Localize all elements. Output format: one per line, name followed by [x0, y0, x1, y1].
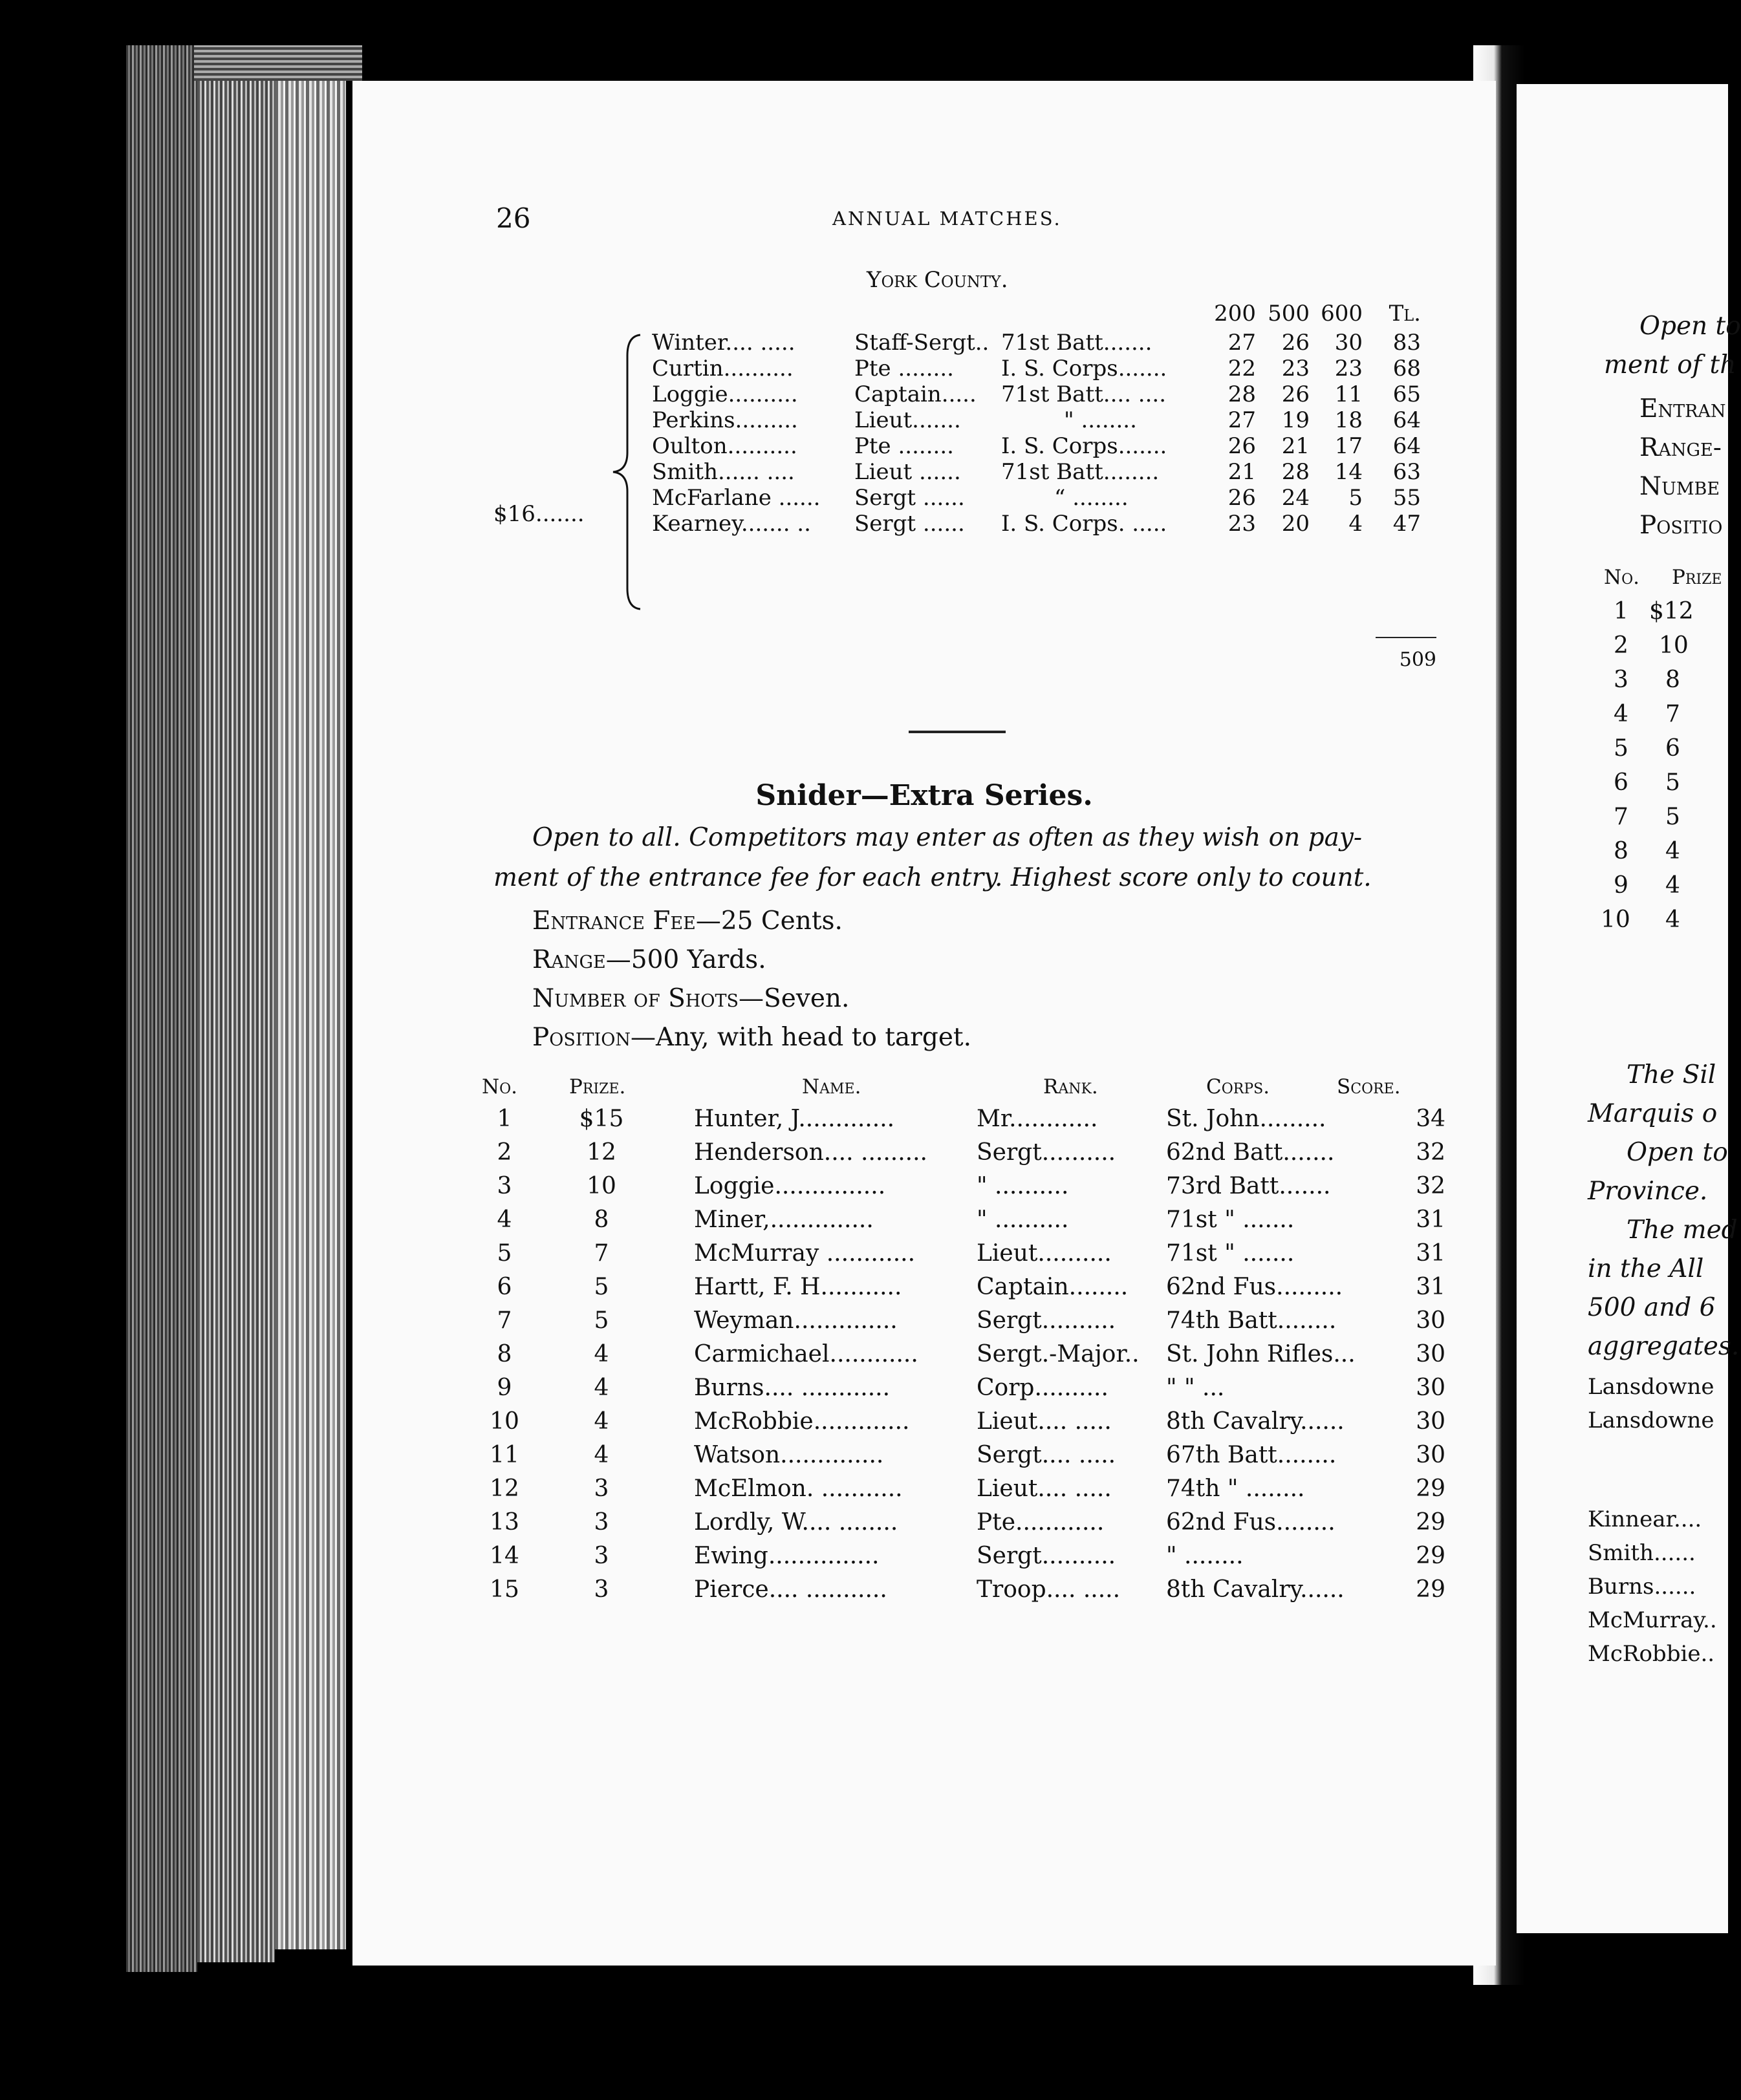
- book-page-edges: [126, 45, 197, 1972]
- table-row: Winter.... ..... Staff-Sergt.. 71st Batt....... 27 26 30 83: [652, 330, 1421, 356]
- table-row: 13 3 Lordly, W.... ........ Pte............ 62nd Fus........ 29: [490, 1509, 1445, 1536]
- right-col-header-prize: Prize: [1672, 566, 1722, 589]
- table-row: McFarlane ...... Sergt ...... “ ........ 26 24 5 55: [652, 485, 1421, 511]
- col-header-total: Tl.: [1389, 301, 1421, 327]
- table-row: Smith...... .... Lieut ...... 71st Batt........ 21 28 14 63: [652, 459, 1421, 485]
- section-title-snider: Snider—Extra Series.: [755, 779, 1093, 812]
- book-page-edges: [275, 68, 346, 1949]
- table-row: 9 4 Burns.... ............ Corp.......... " " ... 30: [497, 1375, 1445, 1401]
- table-row: 3 8: [1614, 667, 1680, 693]
- list-item: McRobbie..: [1588, 1641, 1715, 1667]
- intro-line-2: ment of the entrance fee for each entry. Highest score only to count.: [493, 863, 1372, 892]
- col-header-score: Score.: [1337, 1075, 1401, 1098]
- table-row: 14 3 Ewing............... Sergt.......... " ........ 29: [490, 1543, 1445, 1569]
- table-row: 7 5: [1614, 804, 1680, 830]
- right-cond-range: Range-: [1639, 433, 1722, 462]
- col-header-no: No.: [482, 1075, 518, 1098]
- table-row: 5 6: [1614, 735, 1680, 762]
- table-row: 15 3 Pierce.... ........... Troop.... ..... 8th Cavalry...... 29: [490, 1576, 1445, 1603]
- right-para-line: Open to: [1627, 1138, 1728, 1167]
- table-row: 11 4 Watson.............. Sergt.... ..... 67th Batt........ 30: [490, 1442, 1445, 1468]
- table-row: Kearney....... .. Sergt ...... I. S. Corps. ..... 23 20 4 47: [652, 511, 1421, 537]
- table-row: 7 5 Weyman.............. Sergt.......... 74th Batt........ 30: [497, 1307, 1445, 1334]
- list-item: Smith......: [1588, 1540, 1696, 1566]
- right-lansdowne-line: Lansdowne: [1588, 1374, 1714, 1400]
- table-row: 1 $12: [1614, 598, 1694, 625]
- right-cond-shots: Numbe: [1639, 472, 1720, 501]
- table-row: Perkins......... Lieut....... " ........ 27 19 18 64: [652, 407, 1421, 433]
- table-row: 6 5: [1614, 769, 1680, 796]
- right-cond-entrance: Entran: [1639, 394, 1726, 423]
- section-title-york-county: York County.: [867, 267, 1008, 293]
- range: Range—500 Yards.: [532, 945, 766, 974]
- left-page: [352, 81, 1496, 1966]
- running-head: ANNUAL MATCHES.: [832, 208, 1062, 230]
- table-row: 9 4: [1614, 872, 1680, 899]
- entrance-fee: Entrance Fee—25 Cents.: [532, 906, 843, 936]
- table-row: 5 7 McMurray ............ Lieut.......... 71st " ....... 31: [497, 1240, 1445, 1267]
- book-page-edges: [197, 55, 275, 1962]
- table-row: 8 4: [1614, 838, 1680, 864]
- right-lansdowne-line: Lansdowne: [1588, 1408, 1714, 1433]
- right-cond-position: Positio: [1639, 511, 1723, 540]
- table-row: 4 7: [1614, 701, 1680, 727]
- col-header-corps: Corps.: [1206, 1075, 1270, 1098]
- table-row: 6 5 Hartt, F. H........... Captain........ 62nd Fus......... 31: [497, 1274, 1445, 1300]
- table-row: 3 10 Loggie............... " .......... 73rd Batt....... 32: [497, 1173, 1445, 1199]
- intro-line-1: Open to all. Competitors may enter as often as they wish on pay-: [532, 823, 1363, 852]
- table-row: Oulton.......... Pte ........ I. S. Corps....... 26 21 17 64: [652, 433, 1421, 459]
- table-row: 4 8 Miner,.............. " .......... 71st " ....... 31: [497, 1206, 1445, 1233]
- col-header-rank: Rank.: [1043, 1075, 1098, 1098]
- col-header-500: 500: [1268, 301, 1310, 327]
- position: Position—Any, with head to target.: [532, 1023, 971, 1052]
- york-grand-total: 509: [1399, 648, 1436, 671]
- right-para-line: The Sil: [1627, 1060, 1716, 1089]
- right-para-line: in the All: [1588, 1254, 1704, 1283]
- col-header-name: Name.: [802, 1075, 861, 1098]
- list-item: McMurray..: [1588, 1607, 1717, 1633]
- col-header-200: 200: [1214, 301, 1256, 327]
- number-of-shots: Number of Shots—Seven.: [532, 984, 850, 1013]
- right-para-line: aggregates.: [1588, 1332, 1740, 1361]
- right-para-line: 500 and 6: [1588, 1293, 1716, 1322]
- table-row: Curtin.......... Pte ........ I. S. Corps....... 22 23 23 68: [652, 356, 1421, 381]
- list-item: Burns......: [1588, 1574, 1696, 1600]
- total-rule: [1376, 637, 1436, 638]
- table-row: 8 4 Carmichael............ Sergt.-Major.. St. John Rifles... 30: [497, 1341, 1445, 1367]
- table-row: 2 12 Henderson.... ......... Sergt.......... 62nd Batt....... 32: [497, 1139, 1445, 1166]
- section-divider: [909, 731, 1006, 733]
- table-row: 10 4 McRobbie............. Lieut.... ..... 8th Cavalry...... 30: [490, 1408, 1445, 1435]
- col-header-600: 600: [1321, 301, 1363, 327]
- right-page: [1517, 84, 1741, 1933]
- list-item: Kinnear....: [1588, 1506, 1702, 1532]
- table-row: 10 4: [1601, 906, 1680, 933]
- table-row: 2 10: [1614, 632, 1689, 659]
- right-intro-line-2: ment of th: [1604, 350, 1736, 380]
- table-row: 1 $15 Hunter, J............. Mr............ St. John......... 34: [497, 1106, 1445, 1132]
- col-header-prize: Prize.: [569, 1075, 626, 1098]
- right-intro-line-1: Open to: [1639, 312, 1741, 341]
- right-para-line: Province.: [1588, 1177, 1708, 1206]
- table-row: Loggie.......... Captain..... 71st Batt.... .... 28 26 11 65: [652, 381, 1421, 407]
- right-para-line: The med: [1627, 1216, 1738, 1245]
- york-prize: $16.......: [493, 501, 585, 527]
- table-row: 12 3 McElmon. ........... Lieut.... ..... 74th " ........ 29: [490, 1475, 1445, 1502]
- page-number: 26: [496, 202, 531, 234]
- book-top-edge: [194, 45, 362, 81]
- right-col-header-no: No.: [1604, 566, 1640, 589]
- right-para-line: Marquis o: [1588, 1099, 1718, 1128]
